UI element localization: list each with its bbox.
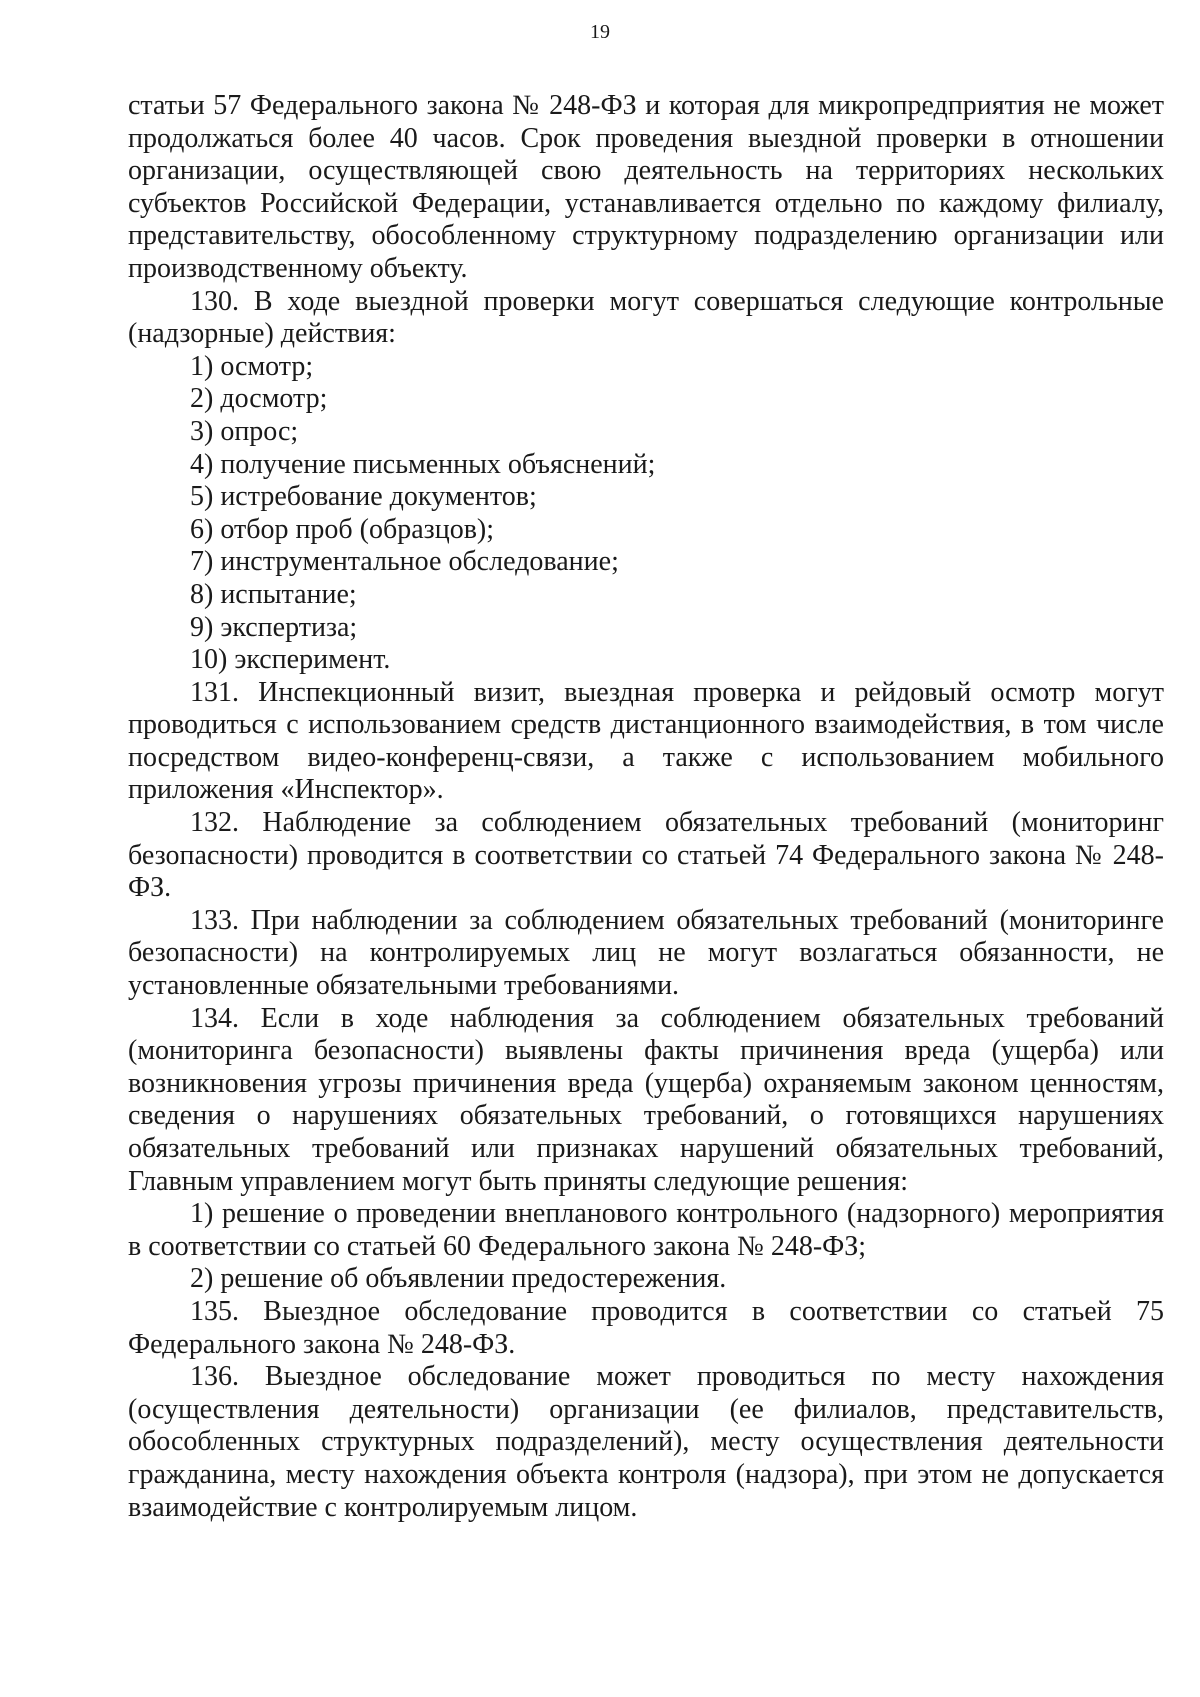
list-item: 6) отбор проб (образцов);: [190, 513, 495, 545]
paragraph-130: 130. В ходе выездной проверки могут совершаться следующие контрольные (надзорные) действия:: [128, 285, 1164, 350]
list-item: 8) испытание;: [190, 578, 357, 610]
decision-item: 1) решение о проведении внепланового контрольного (надзорного) мероприятия в соответствии со статьей 60 Федерального закона № 248-ФЗ;: [128, 1198, 1164, 1262]
list-item: 10) эксперимент.: [190, 644, 391, 676]
paragraph-continuation: статьи 57 Федерального закона № 248-ФЗ и которая для микропредприятия не может продолжаться более 40 часов. Срок проведения выездной проверки в отношении организации, осуществляющей свою деятельность на территориях нескольких субъектов Российской Федерации, устанавливается отдельно по каждому филиалу, представительству, обособленному структурному подразделению организации или производственному объекту.: [128, 90, 1164, 284]
paragraph-132: 132. Наблюдение за соблюдением обязательных требований (мониторинг безопасности) проводится в соответствии со статьей 74 Федерального закона № 248-ФЗ.: [128, 807, 1164, 904]
list-item: 3) опрос;: [190, 415, 299, 447]
paragraph-135: 135. Выездное обследование проводится в соответствии со статьей 75 Федерального закона № 248-ФЗ.: [128, 1295, 1164, 1360]
document-body: [128, 90, 1164, 1524]
list-item: 1) осмотр;: [190, 350, 314, 382]
paragraph-133: 133. При наблюдении за соблюдением обязательных требований (мониторинге безопасности) на контролируемых лиц не могут возлагаться обязанности, не установленные обязательными требованиями.: [128, 904, 1164, 1002]
paragraph-131: 131. Инспекционный визит, выездная проверка и рейдовый осмотр могут проводиться с использованием средств дистанционного взаимодействия, в том числе посредством видео-конференц-связи, а также с использованием мобильного приложения «Инспектор».: [128, 676, 1164, 806]
list-item: 4) получение письменных объяснений;: [190, 448, 656, 480]
list-item: 5) истребование документов;: [190, 481, 537, 513]
decision-item: 2) решение об объявлении предостережения.: [190, 1263, 727, 1295]
list-item: 9) экспертиза;: [190, 611, 358, 643]
page-number: 19: [590, 21, 610, 43]
paragraph-136: 136. Выездное обследование может проводиться по месту нахождения (осуществления деятельности) организации (ее филиалов, представительств, обособленных структурных подразделений), месту осуществления деятельности гражданина, месту нахождения объекта контроля (надзора), при этом не допускается взаимодействие с контролируемым лицом.: [128, 1361, 1164, 1523]
paragraph-134: 134. Если в ходе наблюдения за соблюдением обязательных требований (мониторинга безопасности) выявлены факты причинения вреда (ущерба) или возникновения угрозы причинения вреда (ущерба) охраняемым законом ценностям, сведения о нарушениях обязательных требований, о готовящихся нарушениях обязательных требований или признаках нарушений обязательных требований, Главным управлением могут быть приняты следующие решения:: [128, 1002, 1164, 1197]
list-item: 2) досмотр;: [190, 383, 328, 415]
list-item: 7) инструментальное обследование;: [190, 546, 619, 578]
